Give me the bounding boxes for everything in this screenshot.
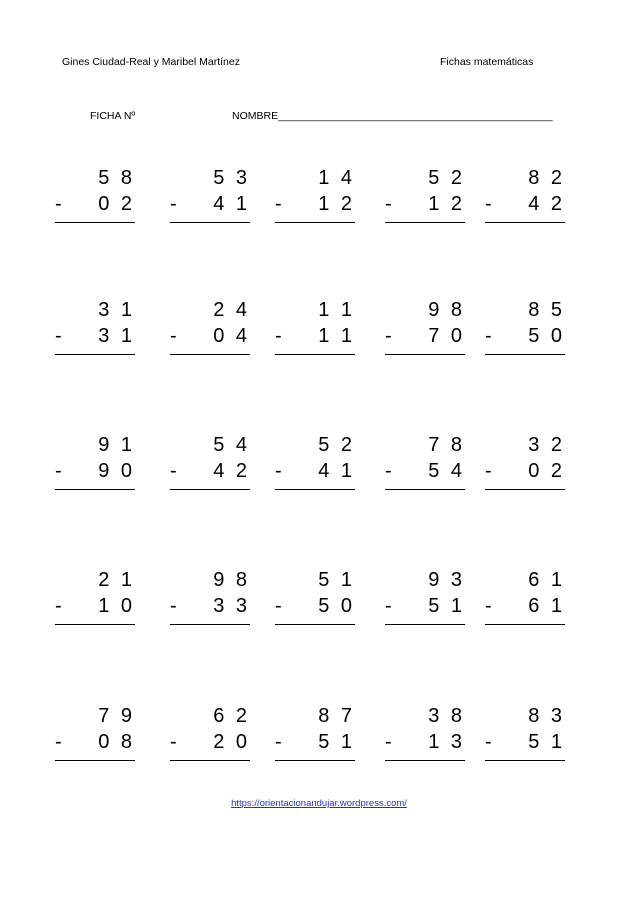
subtrahend: 9 0 bbox=[98, 460, 135, 482]
subtrahend: 4 2 bbox=[528, 193, 565, 215]
minuend: 5 4 bbox=[213, 434, 250, 456]
subtraction-problem bbox=[170, 167, 250, 237]
subtrahend: 0 2 bbox=[98, 193, 135, 215]
nombre-field[interactable]: NOMBRE_______________________________________________ bbox=[232, 110, 553, 122]
subtraction-problem bbox=[55, 299, 135, 369]
subtraction-problem bbox=[55, 569, 135, 639]
subtraction-problem bbox=[485, 299, 565, 369]
minuend: 8 3 bbox=[528, 705, 565, 727]
subtrahend: 1 2 bbox=[318, 193, 355, 215]
minuend: 3 2 bbox=[528, 434, 565, 456]
minuend: 8 2 bbox=[528, 167, 565, 189]
subtrahend: 5 1 bbox=[428, 595, 465, 617]
minus-sign: - bbox=[385, 460, 392, 482]
minuend: 9 3 bbox=[428, 569, 465, 591]
subtrahend: 6 1 bbox=[528, 595, 565, 617]
minuend: 8 5 bbox=[528, 299, 565, 321]
minuend: 6 1 bbox=[528, 569, 565, 591]
minuend: 3 8 bbox=[428, 705, 465, 727]
minus-sign: - bbox=[385, 193, 392, 215]
minus-sign: - bbox=[55, 325, 62, 347]
answer-line bbox=[170, 222, 250, 223]
answer-line bbox=[385, 354, 465, 355]
subtrahend: 1 2 bbox=[428, 193, 465, 215]
minus-sign: - bbox=[275, 460, 282, 482]
answer-line bbox=[385, 222, 465, 223]
subtrahend: 5 1 bbox=[318, 731, 355, 753]
minuend: 5 1 bbox=[318, 569, 355, 591]
subtraction-problem bbox=[275, 299, 355, 369]
minus-sign: - bbox=[385, 595, 392, 617]
subtraction-problem bbox=[485, 569, 565, 639]
subtraction-problem bbox=[385, 569, 465, 639]
minus-sign: - bbox=[55, 731, 62, 753]
minuend: 9 1 bbox=[98, 434, 135, 456]
minus-sign: - bbox=[275, 595, 282, 617]
minus-sign: - bbox=[275, 731, 282, 753]
subtraction-problem bbox=[275, 569, 355, 639]
minus-sign: - bbox=[275, 325, 282, 347]
minuend: 5 8 bbox=[98, 167, 135, 189]
subtraction-problem bbox=[485, 705, 565, 775]
answer-line bbox=[55, 760, 135, 761]
minus-sign: - bbox=[170, 595, 177, 617]
subtrahend: 4 1 bbox=[318, 460, 355, 482]
subtraction-problem bbox=[55, 705, 135, 775]
subtrahend: 0 8 bbox=[98, 731, 135, 753]
minus-sign: - bbox=[170, 460, 177, 482]
subtrahend: 1 3 bbox=[428, 731, 465, 753]
subtrahend: 5 1 bbox=[528, 731, 565, 753]
minus-sign: - bbox=[55, 193, 62, 215]
answer-line bbox=[385, 760, 465, 761]
answer-line bbox=[170, 354, 250, 355]
minuend: 9 8 bbox=[213, 569, 250, 591]
subtrahend: 4 1 bbox=[213, 193, 250, 215]
minuend: 5 2 bbox=[318, 434, 355, 456]
header-authors: Gines Ciudad-Real y Maribel Martínez bbox=[62, 56, 240, 68]
subtrahend: 1 1 bbox=[318, 325, 355, 347]
subtrahend: 4 2 bbox=[213, 460, 250, 482]
minuend: 9 8 bbox=[428, 299, 465, 321]
answer-line bbox=[485, 354, 565, 355]
minus-sign: - bbox=[385, 731, 392, 753]
minus-sign: - bbox=[170, 193, 177, 215]
subtraction-problem bbox=[170, 569, 250, 639]
subtraction-problem bbox=[485, 167, 565, 237]
subtrahend: 0 2 bbox=[528, 460, 565, 482]
subtrahend: 0 4 bbox=[213, 325, 250, 347]
answer-line bbox=[485, 624, 565, 625]
minus-sign: - bbox=[385, 325, 392, 347]
header-subject: Fichas matemáticas bbox=[440, 56, 534, 68]
subtraction-problem bbox=[170, 299, 250, 369]
minus-sign: - bbox=[485, 595, 492, 617]
subtraction-problem bbox=[385, 299, 465, 369]
subtraction-problem bbox=[485, 434, 565, 504]
subtraction-problem bbox=[385, 705, 465, 775]
minus-sign: - bbox=[55, 595, 62, 617]
minuend: 1 4 bbox=[318, 167, 355, 189]
answer-line bbox=[485, 760, 565, 761]
minuend: 5 3 bbox=[213, 167, 250, 189]
minus-sign: - bbox=[170, 731, 177, 753]
answer-line bbox=[275, 222, 355, 223]
answer-line bbox=[275, 354, 355, 355]
subtraction-problem bbox=[275, 167, 355, 237]
answer-line bbox=[485, 222, 565, 223]
minus-sign: - bbox=[485, 325, 492, 347]
answer-line bbox=[485, 489, 565, 490]
answer-line bbox=[55, 222, 135, 223]
answer-line bbox=[385, 624, 465, 625]
minuend: 7 9 bbox=[98, 705, 135, 727]
subtraction-problem bbox=[170, 705, 250, 775]
minus-sign: - bbox=[485, 731, 492, 753]
subtrahend: 2 0 bbox=[213, 731, 250, 753]
subtrahend: 1 0 bbox=[98, 595, 135, 617]
answer-line bbox=[275, 760, 355, 761]
subtrahend: 7 0 bbox=[428, 325, 465, 347]
subtrahend: 5 4 bbox=[428, 460, 465, 482]
minus-sign: - bbox=[170, 325, 177, 347]
minuend: 7 8 bbox=[428, 434, 465, 456]
subtrahend: 3 3 bbox=[213, 595, 250, 617]
footer-link[interactable]: https://orientacionandujar.wordpress.com/ bbox=[231, 798, 407, 809]
answer-line bbox=[275, 489, 355, 490]
minuend: 5 2 bbox=[428, 167, 465, 189]
answer-line bbox=[170, 760, 250, 761]
answer-line bbox=[55, 354, 135, 355]
minuend: 8 7 bbox=[318, 705, 355, 727]
answer-line bbox=[170, 624, 250, 625]
subtraction-problem bbox=[385, 167, 465, 237]
minus-sign: - bbox=[485, 193, 492, 215]
answer-line bbox=[55, 624, 135, 625]
answer-line bbox=[170, 489, 250, 490]
subtrahend: 5 0 bbox=[318, 595, 355, 617]
answer-line bbox=[55, 489, 135, 490]
minus-sign: - bbox=[485, 460, 492, 482]
minus-sign: - bbox=[275, 193, 282, 215]
answer-line bbox=[275, 624, 355, 625]
answer-line bbox=[385, 489, 465, 490]
minuend: 2 4 bbox=[213, 299, 250, 321]
subtrahend: 3 1 bbox=[98, 325, 135, 347]
minuend: 2 1 bbox=[98, 569, 135, 591]
minuend: 3 1 bbox=[98, 299, 135, 321]
subtraction-problem bbox=[385, 434, 465, 504]
minuend: 1 1 bbox=[318, 299, 355, 321]
ficha-label: FICHA Nº bbox=[90, 110, 136, 122]
minus-sign: - bbox=[55, 460, 62, 482]
subtraction-problem bbox=[55, 434, 135, 504]
subtraction-problem bbox=[275, 705, 355, 775]
subtraction-problem bbox=[55, 167, 135, 237]
subtraction-problem bbox=[275, 434, 355, 504]
minuend: 6 2 bbox=[213, 705, 250, 727]
footer bbox=[0, 798, 638, 809]
subtrahend: 5 0 bbox=[528, 325, 565, 347]
subtraction-problem bbox=[170, 434, 250, 504]
